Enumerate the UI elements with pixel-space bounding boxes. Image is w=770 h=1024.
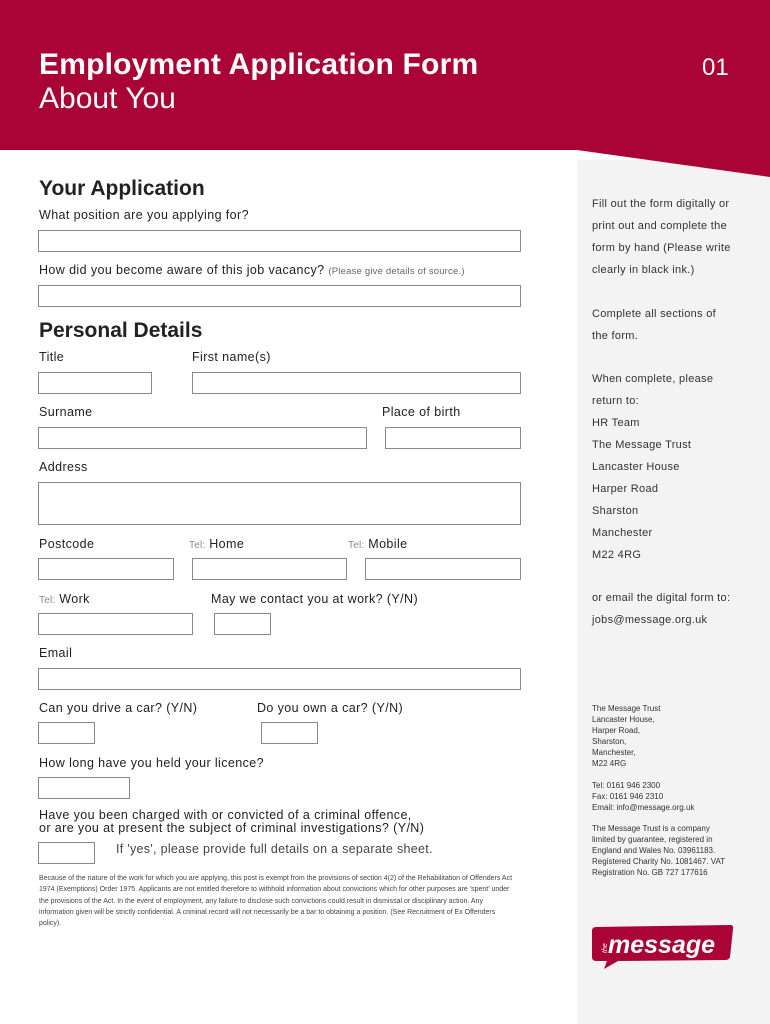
sidebar-address-small <box>592 703 742 769</box>
sidebar-text: clearly in black ink.) <box>592 264 695 276</box>
sidebar-email-link[interactable]: jobs@message.org.uk <box>592 614 708 626</box>
vacancy-label-text: How did you become aware of this job vacancy? <box>39 263 325 277</box>
address-input[interactable] <box>38 482 521 525</box>
drive-input[interactable] <box>38 722 95 744</box>
sidebar-text: return to: <box>592 395 640 407</box>
header-banner <box>0 0 770 150</box>
licence-input[interactable] <box>38 777 130 799</box>
first-name-label: First name(s) <box>192 350 271 364</box>
drive-label: Can you drive a car? (Y/N) <box>39 701 198 715</box>
surname-label: Surname <box>39 405 93 419</box>
sidebar-email <box>592 587 762 631</box>
legal-text: Because of the nature of the work for which you are applying, this post is exempt from the provisions of section 4(2) of the Rehabilitation of Offenders Act 1974 (Exemptions) Order 1975. Applicants are not entitled therefore to withhold information about convictions which for other purposes are 'spent' under the provisions of the Act. In the event of employment, any failure to disclose such convictions could result in dismissal or disciplinary action. Any information given will be strictly confidential. A criminal record will not necessarily be a bar to obtaining a position. (See Recruitment of Ex Offenders policy). <box>39 875 513 928</box>
sidebar-text: print out and complete the <box>592 220 727 232</box>
section-heading-personal: Personal Details <box>39 319 203 342</box>
sidebar-text: Manchester <box>592 527 653 539</box>
small-text: M22 4RG <box>592 759 627 768</box>
tel-mobile-input[interactable] <box>365 558 521 580</box>
postcode-input[interactable] <box>38 558 174 580</box>
place-of-birth-label: Place of birth <box>382 405 461 419</box>
sidebar-contact-small <box>592 780 742 813</box>
sidebar-text: M22 4RG <box>592 549 642 561</box>
contact-work-input[interactable] <box>214 613 271 635</box>
sidebar-text: Complete all sections of <box>592 308 716 320</box>
small-text: Harper Road, <box>592 726 641 735</box>
tel-prefix: Tel: <box>348 540 365 551</box>
small-text: Fax: 0161 946 2310 <box>592 792 664 801</box>
tel-home-label <box>189 537 244 551</box>
criminal-label-line-2: or are you at present the subject of criminal investigations? (Y/N) <box>39 821 425 835</box>
form-subtitle: About You <box>39 82 176 115</box>
small-text: Manchester, <box>592 748 636 757</box>
small-text: Registered Charity No. 1081467. VAT <box>592 857 726 866</box>
place-of-birth-input[interactable] <box>385 427 521 449</box>
vacancy-input[interactable] <box>38 285 521 307</box>
home-label: Home <box>209 537 245 551</box>
logo-text: message <box>608 931 716 959</box>
position-label: What position are you applying for? <box>39 208 249 222</box>
sidebar-text: HR Team <box>592 417 640 429</box>
own-car-input[interactable] <box>261 722 318 744</box>
small-text: The Message Trust <box>592 704 661 713</box>
sidebar-company-small <box>592 823 742 878</box>
yes-note: If 'yes', please provide full details on a separate sheet. <box>116 842 433 856</box>
tel-work-input[interactable] <box>38 613 193 635</box>
first-name-input[interactable] <box>192 372 521 394</box>
mobile-label: Mobile <box>368 537 408 551</box>
licence-label: How long have you held your licence? <box>39 756 264 770</box>
address-label: Address <box>39 460 88 474</box>
small-text: England and Wales No. 03961183. <box>592 846 716 855</box>
sidebar-email-intro: or email the digital form to: <box>592 592 731 604</box>
small-text: limited by guarantee, registered in <box>592 835 713 844</box>
page-number: 01 <box>702 54 729 81</box>
criminal-label <box>39 809 424 835</box>
small-text: Registration No. GB 727 177616 <box>592 868 708 877</box>
criminal-label-line-1: Have you been charged with or convicted of a criminal offence, <box>39 808 412 822</box>
message-logo <box>590 923 738 971</box>
form-title: Employment Application Form <box>39 48 479 81</box>
tel-work-label <box>39 592 90 606</box>
work-label: Work <box>59 592 90 606</box>
criminal-input[interactable] <box>38 842 95 864</box>
logo-prefix: the <box>602 943 609 953</box>
vacancy-label <box>39 263 465 277</box>
sidebar-text: When complete, please <box>592 373 714 385</box>
sidebar-text: form by hand (Please write <box>592 242 731 254</box>
title-input[interactable] <box>38 372 152 394</box>
own-car-label: Do you own a car? (Y/N) <box>257 701 404 715</box>
sidebar-text: Harper Road <box>592 483 659 495</box>
contact-work-label: May we contact you at work? (Y/N) <box>211 592 419 606</box>
sidebar-text: Sharston <box>592 505 639 517</box>
tel-prefix: Tel: <box>39 595 56 606</box>
postcode-label: Postcode <box>39 537 95 551</box>
sidebar-instructions <box>592 193 762 281</box>
sidebar-return <box>592 368 762 566</box>
sidebar-text: Fill out the form digitally or <box>592 198 730 210</box>
sidebar-text: The Message Trust <box>592 439 692 451</box>
small-text: Tel: 0161 946 2300 <box>592 781 661 790</box>
small-text: Sharston, <box>592 737 627 746</box>
surname-input[interactable] <box>38 427 367 449</box>
title-label: Title <box>39 350 65 364</box>
sidebar-text: Lancaster House <box>592 461 680 473</box>
small-text: Email: info@message.org.uk <box>592 803 695 812</box>
sidebar-text: the form. <box>592 330 639 342</box>
tel-home-input[interactable] <box>192 558 347 580</box>
tel-mobile-label <box>348 537 407 551</box>
sidebar-complete <box>592 303 762 347</box>
small-text: The Message Trust is a company <box>592 824 710 833</box>
header-notch <box>0 149 770 179</box>
section-heading-application: Your Application <box>39 177 205 200</box>
vacancy-note: (Please give details of source.) <box>328 266 465 277</box>
email-input[interactable] <box>38 668 521 690</box>
small-text: Lancaster House, <box>592 715 655 724</box>
tel-prefix: Tel: <box>189 540 206 551</box>
email-label: Email <box>39 646 73 660</box>
position-input[interactable] <box>38 230 521 252</box>
